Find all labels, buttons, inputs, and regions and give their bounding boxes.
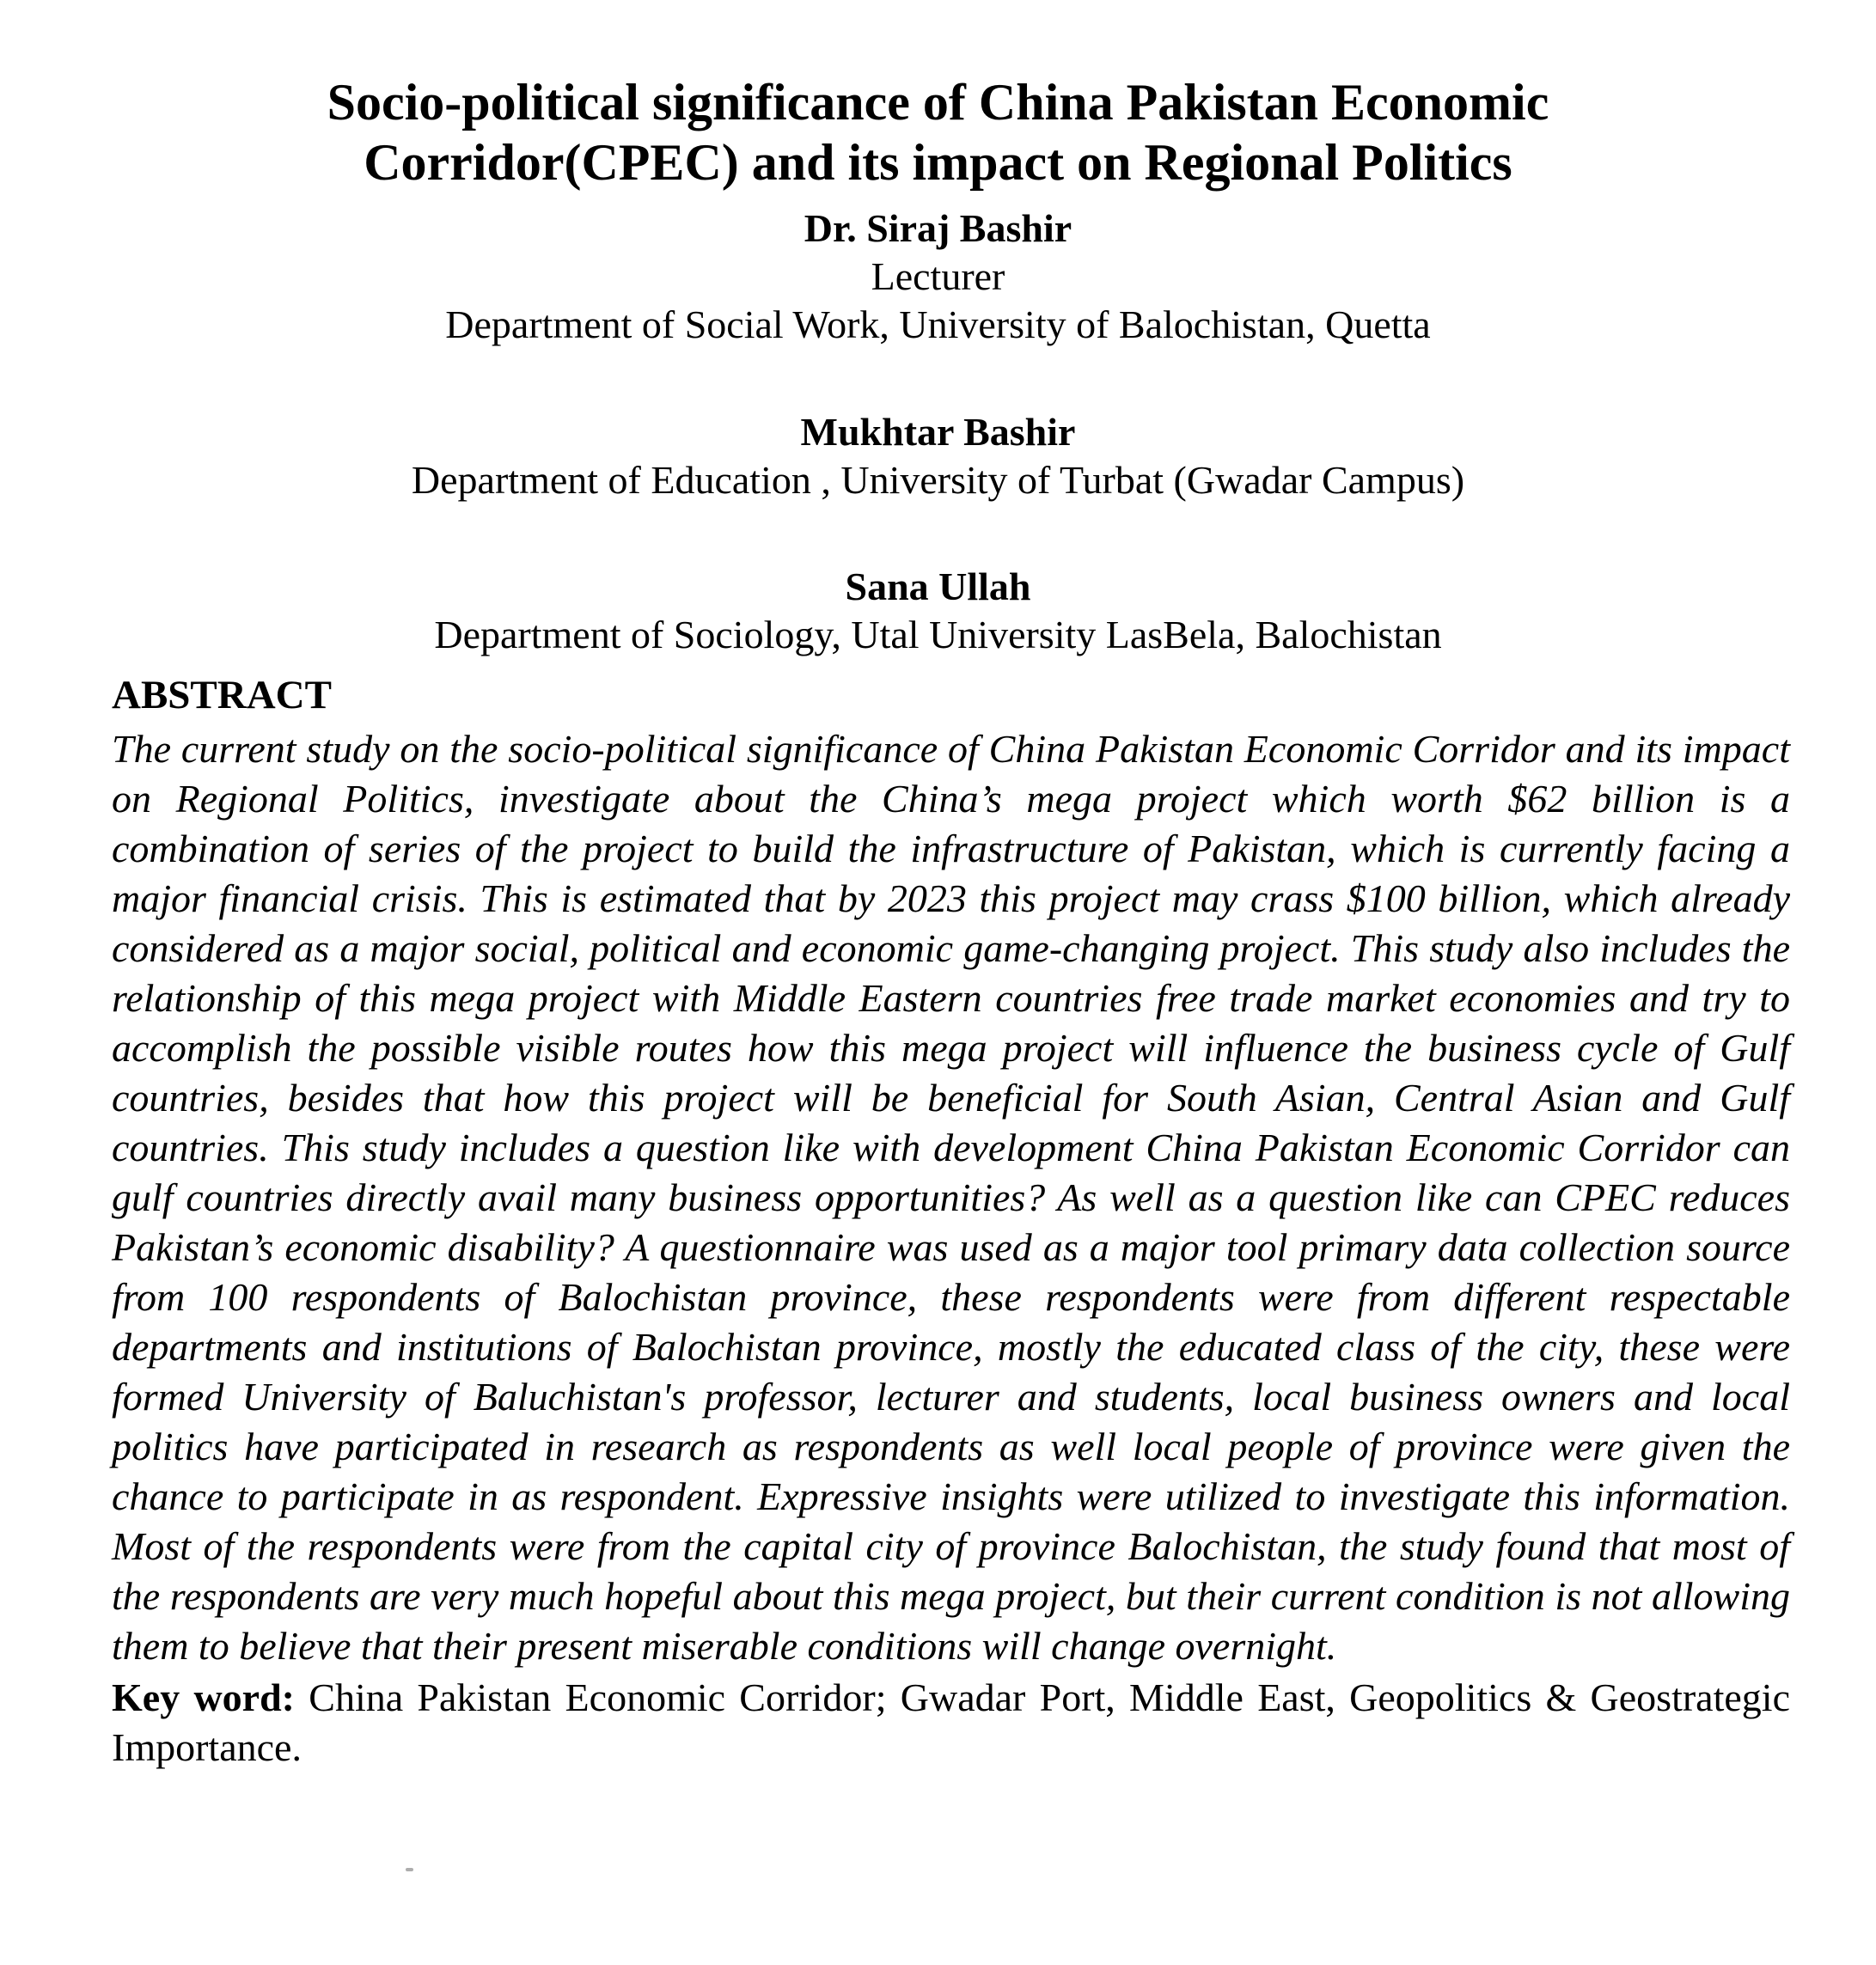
- author-block: [0, 563, 1876, 659]
- author-block: [0, 408, 1876, 504]
- abstract-heading: ABSTRACT: [112, 672, 332, 717]
- keywords-label: Key word:: [112, 1675, 295, 1720]
- author-name: Sana Ullah: [845, 564, 1031, 608]
- author-name: Mukhtar Bashir: [800, 409, 1076, 454]
- keywords-text: China Pakistan Economic Corridor; Gwadar Port, Middle East, Geopolitics & Geostrategic Importance.: [112, 1675, 1790, 1770]
- author-affiliation: Department of Sociology, Utal University LasBela, Balochistan: [434, 612, 1442, 656]
- author-name: Dr. Siraj Bashir: [804, 206, 1072, 251]
- author-affiliation: Department of Education , University of Turbat (Gwadar Campus): [411, 457, 1465, 502]
- author-block: [0, 204, 1876, 349]
- author-affiliation: Department of Social Work, University of Balochistan, Quetta: [445, 302, 1431, 347]
- keywords-line: [112, 1673, 1790, 1773]
- stray-ink-mark: [406, 1868, 413, 1871]
- paper-title: Socio-political significance of China Pakistan Economic Corridor(CPEC) and its impact on Regional Politics: [327, 74, 1549, 191]
- abstract-text: The current study on the socio-political significance of China Pakistan Economic Corridor and its impact on Regional Politics, investigate about the China’s mega project which worth $62 billion is a combination of series of the project to build the infrastructure of Pakistan, which is currently facing a major financial crisis. This is estimated that by 2023 this project may crass $100 billion, which already considered as a major social, political and economic game-changing project. This study also includes the relationship of this mega project with Middle Eastern countries free trade market economies and try to accomplish the possible visible routes how this mega project will influence the business cycle of Gulf countries, besides that how this project will be beneficial for South Asian, Central Asian and Gulf countries. This study includes a question like with development China Pakistan Economic Corridor can gulf countries directly avail many business opportunities? As well as a question like can CPEC reduces Pakistan’s economic disability? A questionnaire was used as a major tool primary data collection source from 100 respondents of Balochistan province, these respondents were from different respectable departments and institutions of Balochistan province, mostly the educated class of the city, these were formed University of Baluchistan's professor, lecturer and students, local business owners and local politics have participated in research as respondents as well local people of province were given the chance to participate in as respondent. Expressive insights were utilized to investigate this information. Most of the respondents were from the capital city of province Balochistan, the study found that most of the respondents are very much hopeful about this mega project, but their current condition is not allowing them to believe that their present miserable conditions will change overnight.: [112, 727, 1790, 1669]
- author-role: Lecturer: [871, 254, 1005, 299]
- abstract-section: [112, 671, 1790, 1773]
